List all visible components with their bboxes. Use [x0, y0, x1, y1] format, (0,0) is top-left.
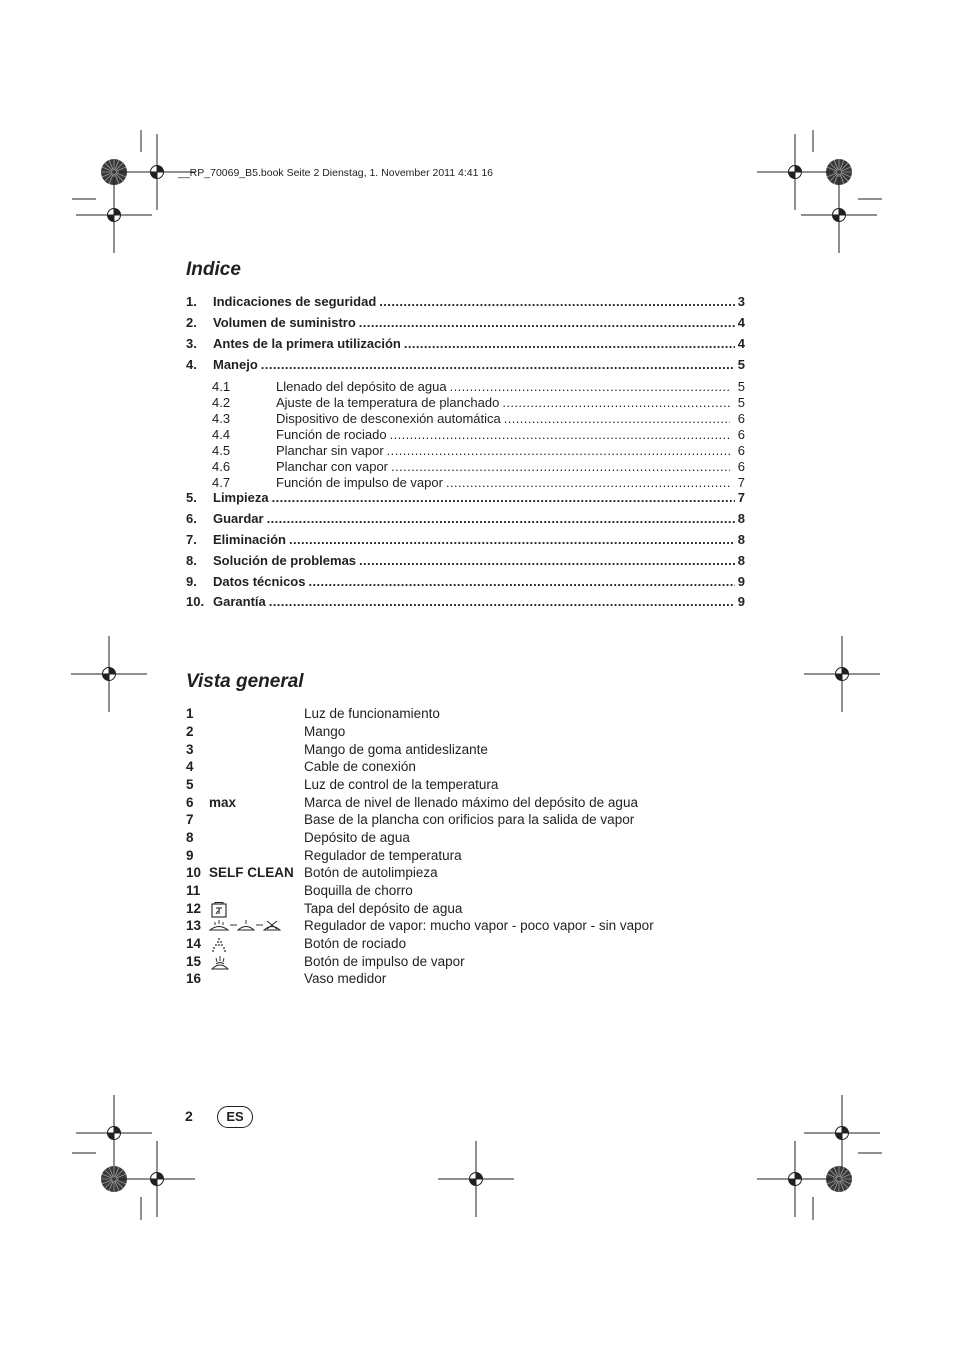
- overview-item-marking: max: [209, 795, 237, 810]
- overview-item-number: 11: [186, 883, 201, 898]
- overview-item-number: 3: [186, 742, 194, 757]
- toc-title: Indice: [186, 259, 241, 280]
- toc-entry-number: 3.: [186, 336, 197, 351]
- overview-item-number: 15: [186, 954, 202, 969]
- toc-entry-number: 1.: [186, 294, 197, 309]
- overview-item-number: 5: [186, 777, 194, 792]
- toc-entry-title: Ajuste de la temperatura de planchado: [276, 395, 502, 410]
- toc-entry: [186, 336, 745, 353]
- toc-entry-page: 5: [737, 357, 745, 372]
- toc-entry-title: Manejo: [213, 357, 261, 372]
- toc-entry-number: 4.6: [212, 459, 231, 474]
- toc-entry-number: 6.: [186, 511, 197, 526]
- toc-entry-number: 4.3: [212, 411, 231, 426]
- toc-leader-dots: [450, 379, 730, 394]
- toc-entry: [186, 532, 745, 549]
- toc-entry-title: Llenado del depósito de agua: [276, 379, 450, 394]
- toc-entry-page: 6: [737, 411, 745, 426]
- toc-entry: [186, 511, 745, 528]
- toc-entry-title: Garantía: [213, 594, 269, 609]
- overview-item-number: 12: [186, 901, 202, 916]
- toc-leader-dots: [272, 490, 735, 505]
- toc-entry-title: Limpieza: [213, 490, 272, 505]
- toc-entry-number: 10.: [186, 594, 205, 609]
- toc-leader-dots: [269, 594, 735, 609]
- toc-entry-page: 9: [737, 574, 745, 589]
- toc-entry-number: 9.: [186, 574, 197, 589]
- toc-entry: [186, 459, 745, 476]
- toc-entry-title: Volumen de suministro: [213, 315, 359, 330]
- toc-entry: [186, 427, 745, 444]
- toc-entry-number: 8.: [186, 553, 197, 568]
- toc-leader-dots: [359, 553, 735, 568]
- toc-leader-dots: [504, 411, 730, 426]
- toc-entry-page: 4: [737, 336, 745, 351]
- language-badge: ES: [217, 1106, 253, 1128]
- toc-leader-dots: [359, 315, 735, 330]
- overview-item-number: 7: [186, 812, 194, 827]
- toc-entry: [186, 294, 745, 311]
- toc-entry: [186, 357, 745, 374]
- overview-title: Vista general: [186, 671, 304, 692]
- toc-entry: [186, 574, 745, 591]
- toc-entry-number: 4.7: [212, 475, 231, 490]
- toc-entry: [186, 411, 745, 428]
- toc-entry-number: 4.4: [212, 427, 231, 442]
- toc-leader-dots: [261, 357, 735, 372]
- overview-item-number: 14: [186, 936, 202, 951]
- overview-item-description: Botón de impulso de vapor: [304, 954, 465, 969]
- overview-item-number: 4: [186, 759, 194, 774]
- toc-entry-title: Planchar sin vapor: [276, 443, 387, 458]
- overview-item-description: Luz de control de la temperatura: [304, 777, 499, 792]
- toc-entry-title: Indicaciones de seguridad: [213, 294, 379, 309]
- toc-entry-number: 5.: [186, 490, 197, 505]
- toc-entry-title: Planchar con vapor: [276, 459, 391, 474]
- overview-item-number: 8: [186, 830, 194, 845]
- overview-item-description: Tapa del depósito de agua: [304, 901, 463, 916]
- overview-item-number: 16: [186, 971, 202, 986]
- toc-leader-dots: [404, 336, 735, 351]
- overview-item-description: Boquilla de chorro: [304, 883, 413, 898]
- toc-entry-page: 3: [737, 294, 745, 309]
- toc-entry-number: 4.2: [212, 395, 231, 410]
- overview-item-description: Regulador de temperatura: [304, 848, 462, 863]
- toc-entry-number: 4.5: [212, 443, 231, 458]
- toc-entry-number: 4.1: [212, 379, 231, 394]
- toc-leader-dots: [387, 443, 730, 458]
- overview-item-description: Depósito de agua: [304, 830, 410, 845]
- toc-leader-dots: [267, 511, 735, 526]
- toc-entry-title: Eliminación: [213, 532, 289, 547]
- toc-entry: [186, 395, 745, 412]
- toc-entry-number: 7.: [186, 532, 197, 547]
- toc-entry: [186, 443, 745, 460]
- toc-leader-dots: [390, 427, 730, 442]
- toc-entry-page: 4: [737, 315, 745, 330]
- overview-item-number: 2: [186, 724, 194, 739]
- toc-leader-dots: [289, 532, 735, 547]
- overview-item-number: 13: [186, 918, 202, 933]
- toc-entry-page: 6: [737, 443, 745, 458]
- overview-item-number: 6: [186, 795, 194, 810]
- toc-entry-page: 6: [737, 459, 745, 474]
- overview-item-description: Luz de funcionamiento: [304, 706, 440, 721]
- toc-entry-title: Guardar: [213, 511, 267, 526]
- toc-leader-dots: [308, 574, 734, 589]
- toc-entry-page: 8: [737, 511, 745, 526]
- toc-entry: [186, 594, 745, 611]
- overview-item-number: 9: [186, 848, 194, 863]
- toc-leader-dots: [379, 294, 734, 309]
- toc-entry-page: 5: [737, 379, 745, 394]
- overview-item-marking: SELF CLEAN: [209, 865, 294, 880]
- toc-entry-page: 5: [737, 395, 745, 410]
- toc-leader-dots: [502, 395, 729, 410]
- overview-item-description: Botón de autolimpieza: [304, 865, 438, 880]
- toc-entry-title: Función de impulso de vapor: [276, 475, 446, 490]
- toc-leader-dots: [446, 475, 730, 490]
- overview-item-number: 1: [186, 706, 194, 721]
- toc-entry-page: 8: [737, 532, 745, 547]
- overview-item-description: Base de la plancha con orificios para la salida de vapor: [304, 812, 635, 827]
- book-header: __RP_70069_B5.book Seite 2 Dienstag, 1. November 2011 4:41 16: [178, 167, 494, 179]
- overview-item-description: Mango de goma antideslizante: [304, 742, 488, 757]
- toc-entry: [186, 553, 745, 570]
- toc-entry: [186, 315, 745, 332]
- overview-item-description: Mango: [304, 724, 346, 739]
- toc-entry-page: 6: [737, 427, 745, 442]
- overview-item-description: Regulador de vapor: mucho vapor - poco vapor - sin vapor: [304, 918, 654, 933]
- toc-entry: [186, 490, 745, 507]
- toc-entry-title: Función de rociado: [276, 427, 390, 442]
- page-number: 2: [185, 1108, 193, 1124]
- toc-entry-title: Solución de problemas: [213, 553, 359, 568]
- toc-entry-page: 8: [737, 553, 745, 568]
- toc-entry-page: 7: [737, 490, 745, 505]
- toc-leader-dots: [391, 459, 730, 474]
- toc-entry-number: 4.: [186, 357, 197, 372]
- toc-entry-title: Antes de la primera utilización: [213, 336, 404, 351]
- toc-entry-page: 9: [737, 594, 745, 609]
- overview-item-number: 10: [186, 865, 202, 880]
- overview-item-description: Marca de nivel de llenado máximo del depósito de agua: [304, 795, 638, 810]
- overview-item-description: Cable de conexión: [304, 759, 416, 774]
- toc-entry-title: Datos técnicos: [213, 574, 308, 589]
- overview-item-description: Botón de rociado: [304, 936, 407, 951]
- toc-entry-page: 7: [737, 475, 745, 490]
- toc-entry: [186, 379, 745, 396]
- overview-item-description: Vaso medidor: [304, 971, 387, 986]
- toc-entry-number: 2.: [186, 315, 197, 330]
- toc-entry-title: Dispositivo de desconexión automática: [276, 411, 504, 426]
